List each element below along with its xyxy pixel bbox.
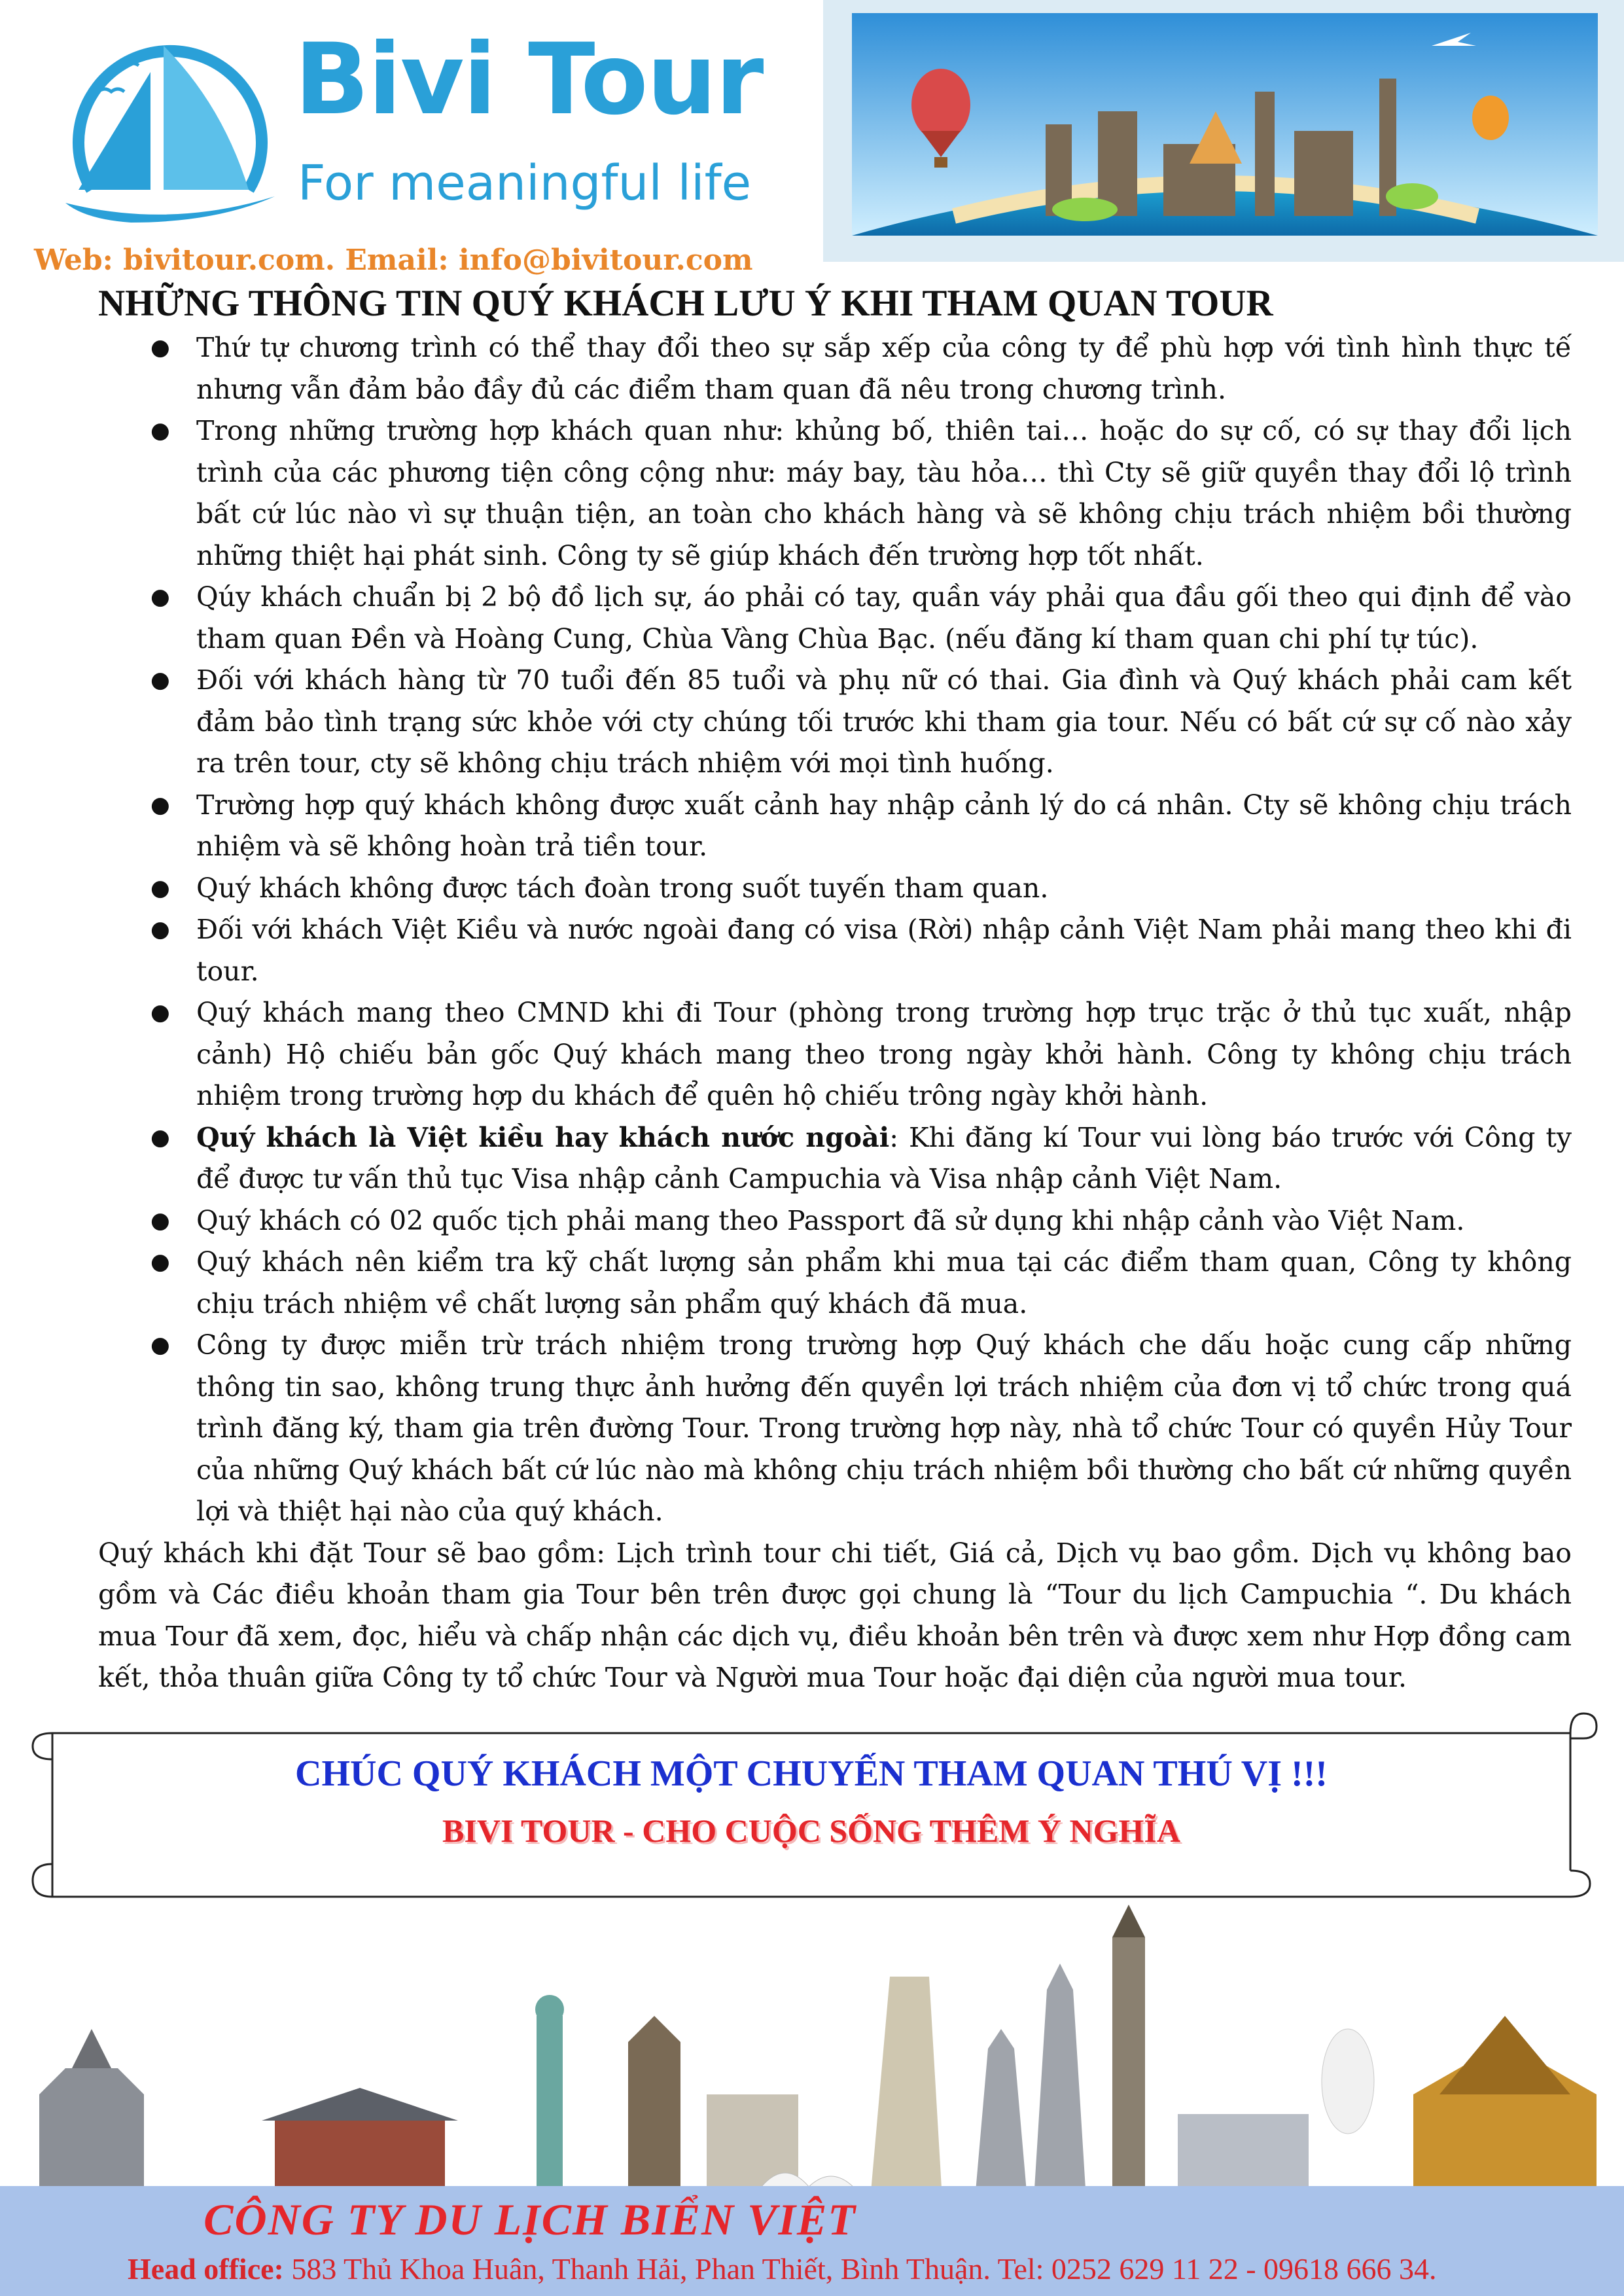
logo-block	[26, 13, 811, 275]
head-office-address: 583 Thủ Khoa Huân, Thanh Hải, Phan Thiết, Bình Thuận. Tel: 0252 629 11 22 - 09618 666 34.	[283, 2252, 1437, 2286]
list-item-text: Đối với khách Việt Kiều và nước ngoài đang có visa (Rời) nhập cảnh Việt Nam phải mang theo khi đi tour.	[196, 914, 1572, 987]
list-item-lead: Quý khách là Việt kiều hay khách nước ngoài	[196, 1121, 890, 1153]
list-item-text: Đối với khách hàng từ 70 tuổi đến 85 tuổi và phụ nữ có thai. Gia đình và Quý khách phải cam kết đảm bảo tình trạng sức khỏe với cty chúng tối trước khi tham gia tour. Nếu có bất cứ sự cố nào xảy ra trên tour, cty sẽ không chịu trách nhiệm với mọi tình huống.	[196, 664, 1572, 779]
footer-bar	[0, 2186, 1624, 2296]
list-item-text: : Khi đăng kí Tour vui lòng báo trước với Công ty để được tư vấn thủ tục Visa nhập cảnh Campuchia và Visa nhập cảnh Việt Nam.	[196, 1121, 1572, 1194]
list-item-text: Trong những trường hợp khách quan như: khủng bố, thiên tai… hoặc do sự cố, có sự thay đổi lịch trình của các phương tiện công cộng như: máy bay, tàu hỏa… thì Cty sẽ giữ quyền thay đổi lộ trình bất cứ lúc nào vì sự thuận tiện, an toàn cho khách hàng và sẽ không chịu trách nhiệm bồi thường những thiệt hại phát sinh. Công ty sẽ giúp khách đến trường hợp tốt nhất.	[196, 415, 1572, 571]
bullet-icon: ●	[150, 667, 170, 693]
bullet-icon: ●	[150, 584, 170, 610]
closing-paragraph: Quý khách khi đặt Tour sẽ bao gồm: Lịch trình tour chi tiết, Giá cả, Dịch vụ bao gồm. Dịch vụ không bao gồm và Các điều khoản tham gia Tour bên trên được gọi chung là “Tour du lịch Campuchia “. Du khách mua Tour đã xem, đọc, hiểu và chấp nhận các dịch vụ, điều khoản bên trên và được xem như Hợp đồng cam kết, thỏa thuân giữa Công ty tổ chức Tour và Người mua Tour hoặc đại diện của người mua tour.	[98, 1537, 1572, 1693]
list-item-text: Qúy khách chuẩn bị 2 bộ đồ lịch sự, áo phải có tay, quần váy phải qua đầu gối theo qui định để vào tham quan Đền và Hoàng Cung, Chùa Vàng Chùa Bạc. (nếu đăng kí tham quan chi phí tự túc).	[196, 581, 1572, 655]
list-item	[98, 410, 1572, 577]
brand-tagline: For meaningful life	[298, 155, 752, 211]
list-item	[98, 660, 1572, 785]
list-item	[98, 992, 1572, 1117]
list-item-text: Quý khách mang theo CMND khi đi Tour (phòng trong trường hợp trục trặc ở thủ tục xuất, nhập cảnh) Hộ chiếu bản gốc Quý khách mang theo trong ngày khởi hành. Công ty không chịu trách nhiệm trong trường hợp du khách để quên hộ chiếu trông ngày khởi hành.	[196, 997, 1572, 1111]
list-item-text: Quý khách có 02 quốc tịch phải mang theo Passport đã sử dụng khi nhập cảnh vào Việt Nam.	[196, 1204, 1465, 1236]
wish-text: CHÚC QUÝ KHÁCH MỘT CHUYẾN THAM QUAN THÚ VỊ !!!	[295, 1753, 1328, 1794]
scroll-frame-icon	[20, 1700, 1603, 1916]
bullet-icon: ●	[150, 1332, 170, 1358]
bullet-icon: ●	[150, 791, 170, 818]
bullet-icon: ●	[150, 1207, 170, 1234]
landmarks-skyline-image	[0, 1898, 1624, 2199]
bullet-icon: ●	[150, 874, 170, 901]
list-item-text: Quý khách không được tách đoàn trong suốt tuyến tham quan.	[196, 872, 1049, 904]
sailboat-logo-icon	[52, 26, 288, 236]
list-item-text: Quý khách nên kiểm tra kỹ chất lượng sản phẩm khi mua tại các điểm tham quan, Công ty không chịu trách nhiệm về chất lượng sản phẩm quý khách đã mua.	[196, 1246, 1572, 1319]
list-item	[98, 868, 1572, 910]
bullet-icon: ●	[150, 999, 170, 1026]
bullet-icon: ●	[150, 916, 170, 942]
contact-line: Web: bivitour.com. Email: info@bivitour.com	[34, 243, 753, 277]
list-item-text: Trường hợp quý khách không được xuất cảnh hay nhập cảnh lý do cá nhân. Cty sẽ không chịu trách nhiệm và sẽ không hoàn trả tiền tour.	[196, 789, 1572, 862]
list-item-text: Công ty được miễn trừ trách nhiệm trong trường hợp Quý khách che dấu hoặc cung cấp những thông tin sao, không trung thực ảnh hưởng đến quyền lợi trách nhiệm của đơn vị tổ chức trong quá trình đăng ký, tham gia trên đường Tour. Trong trường hợp này, nhà tổ chức Tour có quyền Hủy Tour của những Quý khách bất cứ lúc nào mà không chịu trách nhiệm bồi thường cho bất cứ những quyền lợi và thiệt hại nào của quý khách.	[196, 1329, 1572, 1527]
list-item	[98, 1242, 1572, 1325]
list-item-text: Thứ tự chương trình có thể thay đổi theo sự sắp xếp của công ty để phù hợp với tình hình thực tế nhưng vẫn đảm bảo đầy đủ các điểm tham quan đã nêu trong chương trình.	[196, 332, 1572, 405]
list-item	[98, 327, 1572, 410]
list-item	[98, 785, 1572, 868]
notes-list	[98, 327, 1572, 1533]
motto-text: BIVI TOUR - CHO CUỘC SỐNG THÊM Ý NGHĨA	[442, 1812, 1180, 1849]
list-item	[98, 577, 1572, 660]
notes-title: NHỮNG THÔNG TIN QUÝ KHÁCH LƯU Ý KHI THAM QUAN TOUR	[98, 283, 1273, 324]
bullet-icon: ●	[150, 1124, 170, 1151]
notes-section	[98, 281, 1572, 1699]
bullet-icon: ●	[150, 334, 170, 361]
wish-banner	[20, 1700, 1603, 1916]
list-item	[98, 1200, 1572, 1242]
bullet-icon: ●	[150, 1249, 170, 1275]
list-item	[98, 909, 1572, 992]
list-item	[98, 1325, 1572, 1533]
bullet-icon: ●	[150, 418, 170, 444]
travel-banner-image	[823, 0, 1624, 262]
brand-name: Bivi Tour	[294, 23, 763, 137]
company-name: CÔNG TY DU LỊCH BIỂN VIỆT	[203, 2195, 856, 2244]
head-office-label: Head office:	[128, 2252, 284, 2286]
head-office-line	[128, 2251, 1437, 2286]
list-item	[98, 1117, 1572, 1200]
